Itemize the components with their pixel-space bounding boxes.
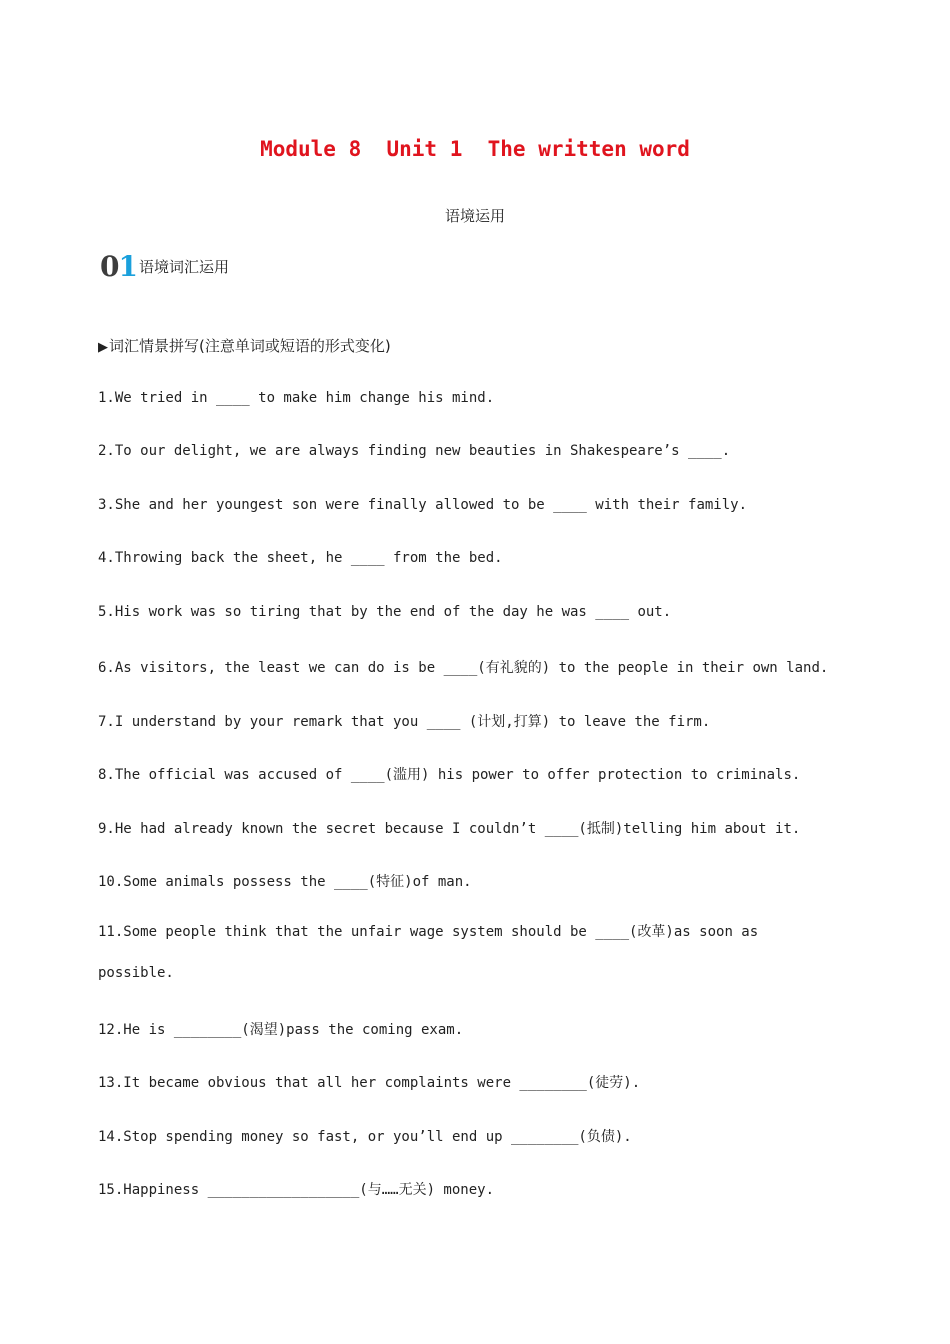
- page-subtitle: 语境运用: [444, 207, 505, 225]
- section-number: [100, 250, 137, 283]
- section-heading: [100, 250, 229, 290]
- question-item: 7.I understand by your remark that you ____ (计划,打算) to leave the firm.: [98, 714, 711, 730]
- question-item: 10.Some animals possess the ____(特征)of man.: [98, 874, 472, 890]
- section-number-digit-2: 1: [118, 250, 137, 283]
- question-item: 2.To our delight, we are always finding new beauties in Shakespeare’s ____.: [98, 443, 731, 459]
- question-item: 9.He had already known the secret because I couldn’t ____(抵制)telling him about it.: [98, 821, 801, 837]
- question-item: 14.Stop spending money so fast, or you’ll end up ________(负债).: [98, 1129, 632, 1145]
- question-item: 15.Happiness __________________(与……无关) money.: [98, 1182, 495, 1198]
- question-item: 13.It became obvious that all her complaints were ________(徒劳).: [98, 1075, 641, 1091]
- triangle-marker-icon: ▶: [98, 340, 108, 355]
- question-item: 8.The official was accused of ____(滥用) his power to offer protection to criminals.: [98, 767, 801, 783]
- page-title: Module 8 Unit 1 The written word: [260, 137, 690, 161]
- section-label: 语境词汇运用: [138, 258, 229, 276]
- question-item: 3.She and her youngest son were finally allowed to be ____ with their family.: [98, 497, 748, 513]
- question-item: 5.His work was so tiring that by the end of the day he was ____ out.: [98, 604, 672, 620]
- instruction-line: [98, 335, 391, 356]
- section-number-digit-1: 0: [100, 250, 119, 283]
- question-item: 12.He is ________(渴望)pass the coming exam.: [98, 1022, 464, 1038]
- instruction-text: 词汇情景拼写(注意单词或短语的形式变化): [109, 337, 391, 355]
- question-item: 1.We tried in ____ to make him change his mind.: [98, 390, 495, 406]
- question-item: 6.As visitors, the least we can do is be ____(有礼貌的) to the people in their own land.: [98, 660, 829, 676]
- question-item: 11.Some people think that the unfair wage system should be ____(改革)as soon as possible.: [98, 924, 759, 981]
- question-item: 4.Throwing back the sheet, he ____ from the bed.: [98, 550, 503, 566]
